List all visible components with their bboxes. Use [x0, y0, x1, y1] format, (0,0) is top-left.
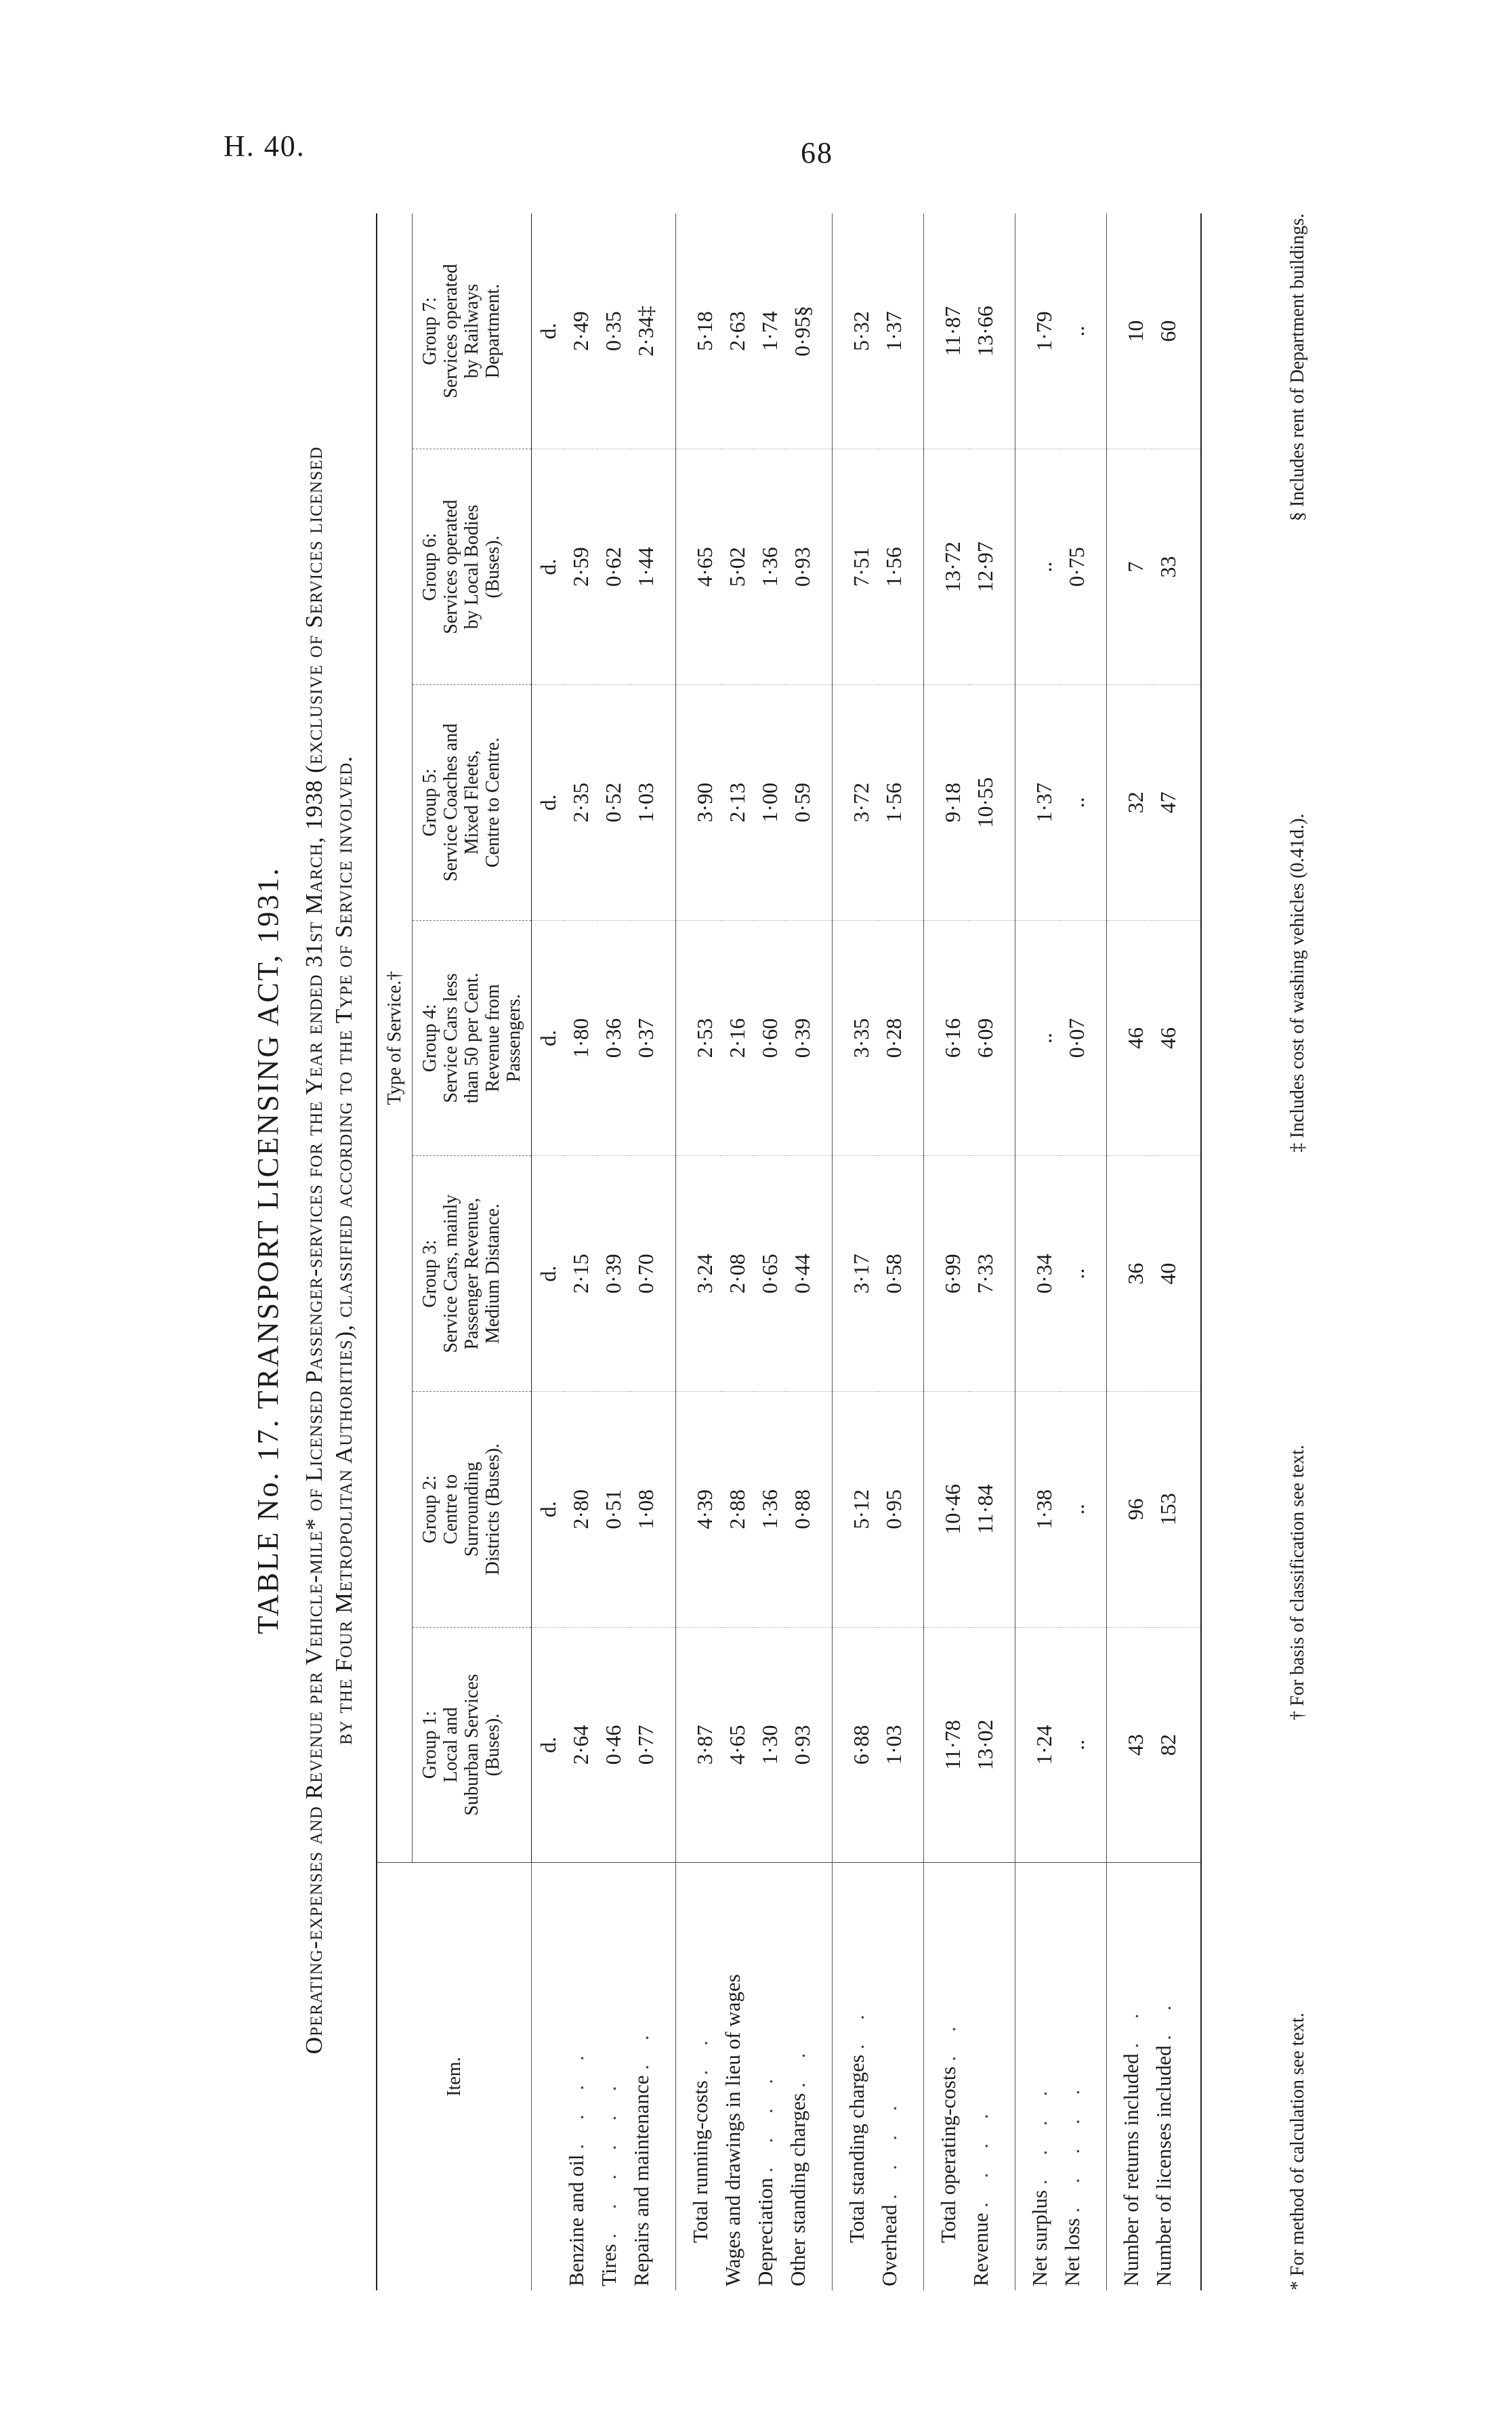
leader-dots: . . . .: [969, 2104, 992, 2208]
value-cell-group-5: 2·35: [564, 684, 597, 920]
group-5-header: [413, 684, 532, 920]
group-header-line: Department.: [482, 284, 503, 379]
value-cell-group-5: 9·18: [924, 684, 969, 920]
row-label: [924, 1863, 969, 2290]
row-label: [532, 1863, 565, 2290]
value-cell-group-6: ..: [1015, 449, 1061, 685]
value-cell-group-5: 3·72: [833, 684, 878, 920]
value-cell-group-6: 12·97: [969, 449, 1015, 685]
group-header-line: by Local Bodies: [461, 504, 482, 630]
group-2-header: [413, 1391, 532, 1627]
page-reference: H. 40.: [224, 129, 306, 163]
table-row: [532, 213, 565, 2290]
value-cell-group-4: 46: [1107, 920, 1152, 1156]
group-header-line: Centre to Centre.: [482, 737, 503, 868]
group-header-line: Group 6:: [419, 533, 440, 601]
value-cell-group-3: 3·17: [833, 1156, 878, 1392]
leader-dots: . . . .: [877, 2096, 901, 2200]
value-cell-group-4: ..: [1015, 920, 1061, 1156]
group-header-line: Service Cars less: [440, 973, 461, 1103]
value-cell-group-2: 2·88: [721, 1391, 753, 1627]
value-cell-group-2: 1·38: [1015, 1391, 1061, 1627]
value-cell-group-7: d.: [532, 213, 565, 449]
value-cell-group-7: 10: [1107, 213, 1152, 449]
value-cell-group-6: 0·62: [597, 449, 629, 685]
value-cell-group-6: 1·36: [753, 449, 786, 685]
table-row: [1107, 213, 1152, 2290]
value-cell-group-6: 5·02: [721, 449, 753, 685]
group-header-line: Revenue from: [482, 984, 503, 1092]
group-3-header: [413, 1156, 532, 1392]
value-cell-group-2: 0·95: [877, 1391, 924, 1627]
value-cell-group-5: 0·52: [597, 684, 629, 920]
value-cell-group-6: 7: [1107, 449, 1152, 685]
page-number: 68: [801, 136, 833, 169]
group-header-line: than 50 per Cent.: [461, 972, 482, 1104]
value-cell-group-1: 1·03: [877, 1627, 924, 1863]
row-label: [564, 1863, 597, 2290]
value-cell-group-1: 0·46: [597, 1627, 629, 1863]
table-row: [676, 213, 721, 2290]
table-row: [924, 213, 969, 2290]
value-cell-group-2: 4·39: [676, 1391, 721, 1627]
row-label-text: Net surplus: [1028, 2189, 1051, 2286]
value-cell-group-4: 0·07: [1060, 920, 1107, 1156]
value-cell-group-3: ..: [1060, 1156, 1107, 1392]
value-cell-group-7: ..: [1060, 213, 1107, 449]
row-label: [877, 1863, 924, 2290]
table-row: [877, 213, 924, 2290]
row-label-text: Revenue: [969, 2212, 992, 2286]
row-label-text: Benzine and oil: [564, 2154, 588, 2286]
value-cell-group-5: 1·56: [877, 684, 924, 920]
footnotes: [1287, 213, 1309, 2290]
value-cell-group-2: 96: [1107, 1391, 1152, 1627]
row-label-text: Net loss: [1060, 2218, 1084, 2286]
row-label-text: Total running-costs: [688, 2080, 712, 2243]
value-cell-group-3: 0·70: [629, 1156, 676, 1392]
value-cell-group-3: 36: [1107, 1156, 1152, 1392]
value-cell-group-1: 11·78: [924, 1627, 969, 1863]
value-cell-group-7: 2·49: [564, 213, 597, 449]
value-cell-group-5: 1·00: [753, 684, 786, 920]
table-row: [833, 213, 878, 2290]
value-cell-group-1: 82: [1152, 1627, 1201, 1863]
row-label: [969, 1863, 1015, 2290]
group-header-line: Districts (Buses).: [482, 1443, 503, 1575]
value-cell-group-5: ..: [1060, 684, 1107, 920]
value-cell-group-7: 1·79: [1015, 213, 1061, 449]
rotated-table-block: [251, 200, 1402, 2301]
group-header-line: Group 3:: [419, 1239, 440, 1308]
group-7-header: [413, 213, 532, 449]
value-cell-group-6: 0·93: [786, 449, 833, 685]
value-cell-group-1: 43: [1107, 1627, 1152, 1863]
leader-dots: . . . . .: [1060, 2080, 1084, 2213]
value-cell-group-6: 4·65: [676, 449, 721, 685]
value-cell-group-7: 0·95§: [786, 213, 833, 449]
value-cell-group-1: 2·64: [564, 1627, 597, 1863]
value-cell-group-5: 0·59: [786, 684, 833, 920]
value-cell-group-6: 2·59: [564, 449, 597, 685]
value-cell-group-5: 3·90: [676, 684, 721, 920]
value-cell-group-6: 33: [1152, 449, 1201, 685]
row-label-text: Depreciation: [753, 2177, 777, 2286]
row-label-text: Tires: [597, 2244, 621, 2286]
row-label: [1152, 1863, 1201, 2290]
value-cell-group-3: 0·39: [597, 1156, 629, 1392]
group-4-header: [413, 920, 532, 1156]
value-cell-group-1: 3·87: [676, 1627, 721, 1863]
group-header-line: Medium Distance.: [482, 1203, 503, 1344]
value-cell-group-7: 5·32: [833, 213, 878, 449]
value-cell-group-1: 4·65: [721, 1627, 753, 1863]
value-cell-group-6: 1·56: [877, 449, 924, 685]
table-container: [376, 213, 1202, 2290]
row-label-text: Total standing charges: [845, 2055, 868, 2243]
group-1-header: [413, 1627, 532, 1863]
row-label: [833, 1863, 878, 2290]
value-cell-group-7: 11·87: [924, 213, 969, 449]
value-cell-group-2: 1·08: [629, 1391, 676, 1627]
value-cell-group-2: d.: [532, 1391, 565, 1627]
value-cell-group-1: d.: [532, 1627, 565, 1863]
table-subtitle-line-2: by the Four Metropolitan Authorities), classified according to the Type of Service involved.: [331, 756, 357, 1745]
value-cell-group-2: 153: [1152, 1391, 1201, 1627]
table-row: [597, 213, 629, 2290]
value-cell-group-5: 47: [1152, 684, 1201, 920]
leader-dots: . .: [1152, 1996, 1175, 2040]
value-cell-group-5: 1·03: [629, 684, 676, 920]
value-cell-group-7: 13·66: [969, 213, 1015, 449]
table-title: TABLE No. 17. TRANSPORT LICENSING ACT, 1931.: [251, 866, 285, 1634]
group-header-line: Services operated: [440, 264, 461, 398]
value-cell-group-6: 0·75: [1060, 449, 1107, 685]
row-label-text: Other standing charges: [786, 2093, 810, 2286]
group-header-line: Passenger Revenue,: [461, 1197, 482, 1350]
leader-dots: . .: [688, 2031, 712, 2076]
value-cell-group-2: ..: [1060, 1391, 1107, 1627]
value-cell-group-6: 1·44: [629, 449, 676, 685]
group-header-line: Local and: [440, 1707, 461, 1783]
value-cell-group-6: 13·72: [924, 449, 969, 685]
group-header-line: Mixed Fleets,: [461, 750, 482, 855]
value-cell-group-4: d.: [532, 920, 565, 1156]
value-cell-group-4: 6·16: [924, 920, 969, 1156]
group-header-line: Suburban Services: [461, 1674, 482, 1816]
value-cell-group-5: 32: [1107, 684, 1152, 920]
leader-dots: . .: [845, 2005, 868, 2050]
value-cell-group-4: 0·36: [597, 920, 629, 1156]
value-cell-group-4: 6·09: [969, 920, 1015, 1156]
value-cell-group-7: 60: [1152, 213, 1201, 449]
row-label: [753, 1863, 786, 2290]
value-cell-group-2: 10·46: [924, 1391, 969, 1627]
row-label: [1060, 1863, 1107, 2290]
footnote-method: * For method of calculation see text.: [1287, 2013, 1308, 2290]
table-row: [969, 213, 1015, 2290]
value-cell-group-7: 0·35: [597, 213, 629, 449]
value-cell-group-4: 2·16: [721, 920, 753, 1156]
table-row: [564, 213, 597, 2290]
footnote-classification: † For basis of classification see text.: [1287, 1445, 1308, 1720]
group-header-line: Services operated: [440, 499, 461, 634]
row-label-text: Repairs and maintenance: [629, 2075, 653, 2286]
value-cell-group-4: 1·80: [564, 920, 597, 1156]
value-cell-group-4: 3·35: [833, 920, 878, 1156]
group-header-line: Service Coaches and: [440, 723, 461, 882]
leader-dots: . .: [936, 2017, 960, 2061]
value-cell-group-2: 0·88: [786, 1391, 833, 1627]
row-label-text: Number of licenses included: [1152, 2045, 1175, 2286]
group-header-line: Centre to: [440, 1474, 461, 1544]
table-row: [1060, 213, 1107, 2290]
value-cell-group-3: 40: [1152, 1156, 1201, 1392]
leader-dots: . . . .: [1028, 2081, 1051, 2185]
group-header-line: Group 2:: [419, 1475, 440, 1544]
value-cell-group-1: 13·02: [969, 1627, 1015, 1863]
table-row: [786, 213, 833, 2290]
table-subtitle-line-1: Operating-expenses and Revenue per Vehicle-mile* of Licensed Passenger-services for the Year ended 31st March, 1938 (exclusive of Services licensed: [301, 446, 327, 2055]
leader-dots: . . . . . .: [597, 2076, 621, 2239]
value-cell-group-4: 46: [1152, 920, 1201, 1156]
table-row: [753, 213, 786, 2290]
item-column-header: Item.: [377, 1863, 532, 2290]
value-cell-group-1: ..: [1060, 1627, 1107, 1863]
value-cell-group-2: 5·12: [833, 1391, 878, 1627]
value-cell-group-7: 2·34‡: [629, 213, 676, 449]
value-cell-group-1: 0·93: [786, 1627, 833, 1863]
group-header-line: Group 1:: [419, 1710, 440, 1779]
row-label-text: Wages and drawings in lieu of wages: [721, 1974, 744, 2286]
value-cell-group-5: 2·13: [721, 684, 753, 920]
value-cell-group-7: 1·74: [753, 213, 786, 449]
value-cell-group-1: 1·24: [1015, 1627, 1061, 1863]
value-cell-group-4: 0·60: [753, 920, 786, 1156]
leader-dots: . .: [1119, 2004, 1143, 2048]
type-of-service-header: Type of Service.†: [377, 213, 413, 1863]
leader-dots: . .: [629, 2025, 653, 2070]
row-label: [721, 1863, 753, 2290]
group-header-line: Group 5:: [419, 768, 440, 837]
row-label: [629, 1863, 676, 2290]
row-label: [786, 1863, 833, 2290]
row-label-text: Overhead: [877, 2204, 901, 2286]
value-cell-group-4: 0·37: [629, 920, 676, 1156]
row-label: [676, 1863, 721, 2290]
value-cell-group-7: 1·37: [877, 213, 924, 449]
group-header-line: Group 7:: [419, 297, 440, 365]
group-header-line: (Buses).: [482, 1713, 503, 1777]
value-cell-group-3: d.: [532, 1156, 565, 1392]
value-cell-group-3: 6·99: [924, 1156, 969, 1392]
value-cell-group-4: 0·39: [786, 920, 833, 1156]
table-row: [629, 213, 676, 2290]
group-header-line: Passengers.: [503, 994, 524, 1082]
value-cell-group-5: 1·37: [1015, 684, 1061, 920]
value-cell-group-4: 0·28: [877, 920, 924, 1156]
value-cell-group-4: 2·53: [676, 920, 721, 1156]
value-cell-group-5: 10·55: [969, 684, 1015, 920]
value-cell-group-3: 0·58: [877, 1156, 924, 1392]
value-cell-group-3: 3·24: [676, 1156, 721, 1392]
value-cell-group-3: 0·34: [1015, 1156, 1061, 1392]
row-label: [1015, 1863, 1061, 2290]
value-cell-group-2: 11·84: [969, 1391, 1015, 1627]
value-cell-group-6: d.: [532, 449, 565, 685]
value-cell-group-5: d.: [532, 684, 565, 920]
value-cell-group-1: 0·77: [629, 1627, 676, 1863]
value-cell-group-7: 2·63: [721, 213, 753, 449]
group-header-line: Service Cars, mainly: [440, 1194, 461, 1353]
footnote-rent: § Includes rent of Department buildings.: [1287, 213, 1308, 522]
leader-dots: . .: [786, 2043, 810, 2088]
table-row: [1152, 213, 1201, 2290]
value-cell-group-3: 0·44: [786, 1156, 833, 1392]
group-header-line: Surrounding: [461, 1462, 482, 1557]
group-6-header: [413, 449, 532, 685]
row-label-text: Number of returns included: [1119, 2053, 1143, 2286]
value-cell-group-3: 2·15: [564, 1156, 597, 1392]
footnote-washing: ‡ Includes cost of washing vehicles (0.41d.).: [1287, 813, 1308, 1153]
operating-expenses-table: [376, 213, 1202, 2290]
value-cell-group-2: 0·51: [597, 1391, 629, 1627]
value-cell-group-1: 1·30: [753, 1627, 786, 1863]
value-cell-group-3: 7·33: [969, 1156, 1015, 1392]
row-label-text: Total operating-costs: [936, 2066, 960, 2243]
value-cell-group-7: 5·18: [676, 213, 721, 449]
group-header-line: by Railways: [461, 284, 482, 379]
value-cell-group-3: 2·08: [721, 1156, 753, 1392]
value-cell-group-2: 2·80: [564, 1391, 597, 1627]
row-label: [1107, 1863, 1152, 2290]
value-cell-group-3: 0·65: [753, 1156, 786, 1392]
leader-dots: . . . .: [753, 2069, 777, 2173]
value-cell-group-2: 1·36: [753, 1391, 786, 1627]
row-label: [597, 1863, 629, 2290]
group-header-line: Group 4:: [419, 1004, 440, 1073]
table-row: [1015, 213, 1061, 2290]
group-header-line: (Buses).: [482, 535, 503, 598]
value-cell-group-6: 7·51: [833, 449, 878, 685]
table-row: [721, 213, 753, 2290]
value-cell-group-1: 6·88: [833, 1627, 878, 1863]
leader-dots: . . . .: [564, 2046, 588, 2149]
